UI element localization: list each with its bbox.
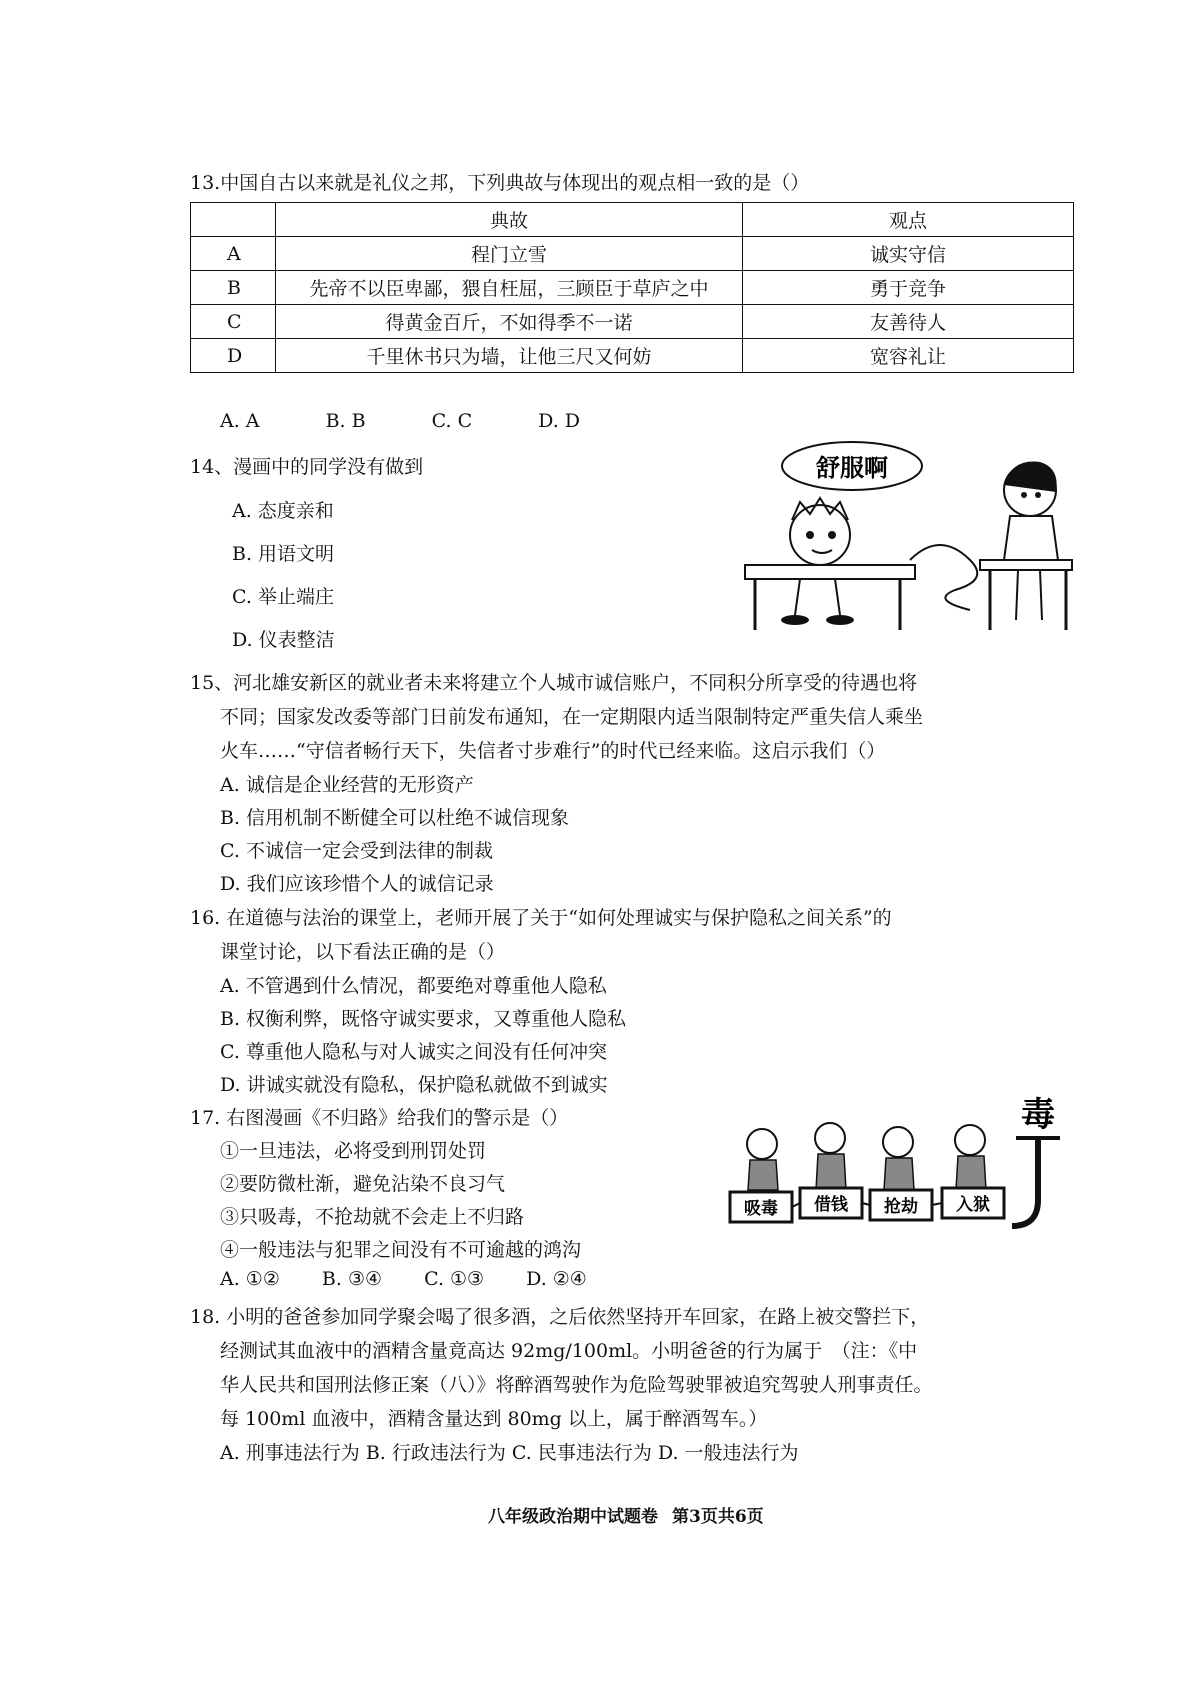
- table-cell: 得黄金百斤，不如得季不一诺: [276, 305, 743, 339]
- cartoon-label: 吸毒: [744, 1199, 778, 1219]
- q15-stem-line-3: 火车……“守信者畅行天下，失信者寸步难行”的时代已经来临。这启示我们（）: [220, 740, 886, 762]
- q16-option-d: D. 讲诚实就没有隐私，保护隐私就做不到诚实: [220, 1074, 608, 1096]
- drug-sign-text: 毒: [1021, 1095, 1055, 1135]
- q15-option-b: B. 信用机制不断健全可以杜绝不诚信现象: [220, 807, 570, 829]
- table-cell: 友善待人: [743, 305, 1074, 339]
- q17-cartoon: [720, 1080, 1070, 1250]
- speech-bubble-text: 舒服啊: [816, 454, 888, 482]
- choice-d: D. ②④: [526, 1268, 587, 1290]
- q15-stem-line-2: 不同；国家发改委等部门日前发布通知，在一定期限内适当限制特定严重失信人乘坐: [220, 706, 924, 728]
- q17-item-4: ④一般违法与犯罪之间没有不可逾越的鸿沟: [220, 1239, 582, 1261]
- table-cell: C: [191, 305, 276, 339]
- table-cell: 千里休书只为墙，让他三尺又何妨: [276, 339, 743, 373]
- choice-c: C. ①③: [424, 1268, 485, 1290]
- choice-c: C. C: [431, 410, 473, 432]
- table-cell: 勇于竞争: [743, 271, 1074, 305]
- q17-item-2: ②要防微杜渐，避免沾染不良习气: [220, 1173, 506, 1195]
- table-header-cell: 观点: [743, 203, 1074, 237]
- table-row: [191, 271, 1074, 305]
- q17-item-1: ①一旦违法，必将受到刑罚处罚: [220, 1140, 487, 1162]
- cartoon-label: 入狱: [956, 1195, 990, 1215]
- table-row: [191, 305, 1074, 339]
- cartoon-label: 抢劫: [884, 1197, 918, 1217]
- table-cell: A: [191, 237, 276, 271]
- q13-choices: [220, 410, 640, 432]
- q16-stem-line-2: 课堂讨论，以下看法正确的是（）: [220, 941, 506, 963]
- table-cell: D: [191, 339, 276, 373]
- q18-options: A. 刑事违法行为 B. 行政违法行为 C. 民事违法行为 D. 一般违法行为: [220, 1442, 799, 1464]
- table-cell: B: [191, 271, 276, 305]
- q18-stem-line-1: 18. 小明的爸爸参加同学聚会喝了很多酒，之后依然坚持开车回家，在路上被交警拦下，: [190, 1306, 930, 1328]
- q14-option-a: A. 态度亲和: [232, 500, 334, 522]
- q15-option-d: D. 我们应该珍惜个人的诚信记录: [220, 873, 494, 895]
- q17-stem: 17. 右图漫画《不归路》给我们的警示是（）: [190, 1107, 569, 1129]
- table-header-cell: [191, 203, 276, 237]
- table-row: [191, 237, 1074, 271]
- choice-a: A. A: [220, 410, 260, 432]
- q15-stem-line-1: 15、河北雄安新区的就业者未来将建立个人城市诚信账户，不同积分所享受的待遇也将: [190, 672, 918, 694]
- q14-option-d: D. 仪表整洁: [232, 629, 335, 651]
- q18-stem-line-2: 经测试其血液中的酒精含量竟高达 92mg/100ml。小明爸爸的行为属于 （注：《中: [220, 1340, 918, 1362]
- q16-option-b: B. 权衡利弊，既恪守诚实要求，又尊重他人隐私: [220, 1008, 627, 1030]
- choice-b: B. B: [325, 410, 366, 432]
- footer-exam-title: 八年级政治期中试题卷: [488, 1507, 658, 1527]
- q18-stem-line-4: 每 100ml 血液中，酒精含量达到 80mg 以上，属于醉酒驾车。）: [220, 1408, 768, 1430]
- table-cell: 先帝不以臣卑鄙，猥自枉屈，三顾臣于草庐之中: [276, 271, 743, 305]
- choice-d: D. D: [538, 410, 581, 432]
- table-header-cell: 典故: [276, 203, 743, 237]
- cartoon-label: 借钱: [814, 1195, 848, 1215]
- q16-option-c: C. 尊重他人隐私与对人诚实之间没有任何冲突: [220, 1041, 607, 1063]
- q14-option-c: C. 举止端庄: [232, 586, 334, 608]
- q15-option-a: A. 诚信是企业经营的无形资产: [220, 774, 474, 796]
- q16-stem-line-1: 16. 在道德与法治的课堂上，老师开展了关于“如何处理诚实与保护隐私之间关系”的: [190, 907, 892, 929]
- q14-stem: 14、漫画中的同学没有做到: [190, 456, 424, 478]
- q15-option-c: C. 不诚信一定会受到法律的制裁: [220, 840, 493, 862]
- q16-option-a: A. 不管遇到什么情况，都要绝对尊重他人隐私: [220, 975, 607, 997]
- q18-stem-line-3: 华人民共和国刑法修正案（八）》将醉酒驾驶作为危险驾驶罪被追究驾驶人刑事责任。: [220, 1374, 933, 1396]
- table-header-row: [191, 203, 1074, 237]
- table-row: [191, 339, 1074, 373]
- choice-a: A. ①②: [220, 1268, 280, 1290]
- q14-cartoon: [740, 440, 1074, 635]
- choice-b: B. ③④: [321, 1268, 383, 1290]
- table-cell: 宽容礼让: [743, 339, 1074, 373]
- footer-page-number: 第3页共6页: [672, 1507, 764, 1527]
- table-cell: 诚实守信: [743, 237, 1074, 271]
- q17-item-3: ③只吸毒，不抢劫就不会走上不归路: [220, 1206, 525, 1228]
- q13-table: [190, 202, 1074, 373]
- q14-option-b: B. 用语文明: [232, 543, 335, 565]
- q13-stem: 13.中国自古以来就是礼仪之邦，下列典故与体现出的观点相一致的是（）: [190, 172, 810, 194]
- q17-choices: [220, 1268, 647, 1290]
- table-cell: 程门立雪: [276, 237, 743, 271]
